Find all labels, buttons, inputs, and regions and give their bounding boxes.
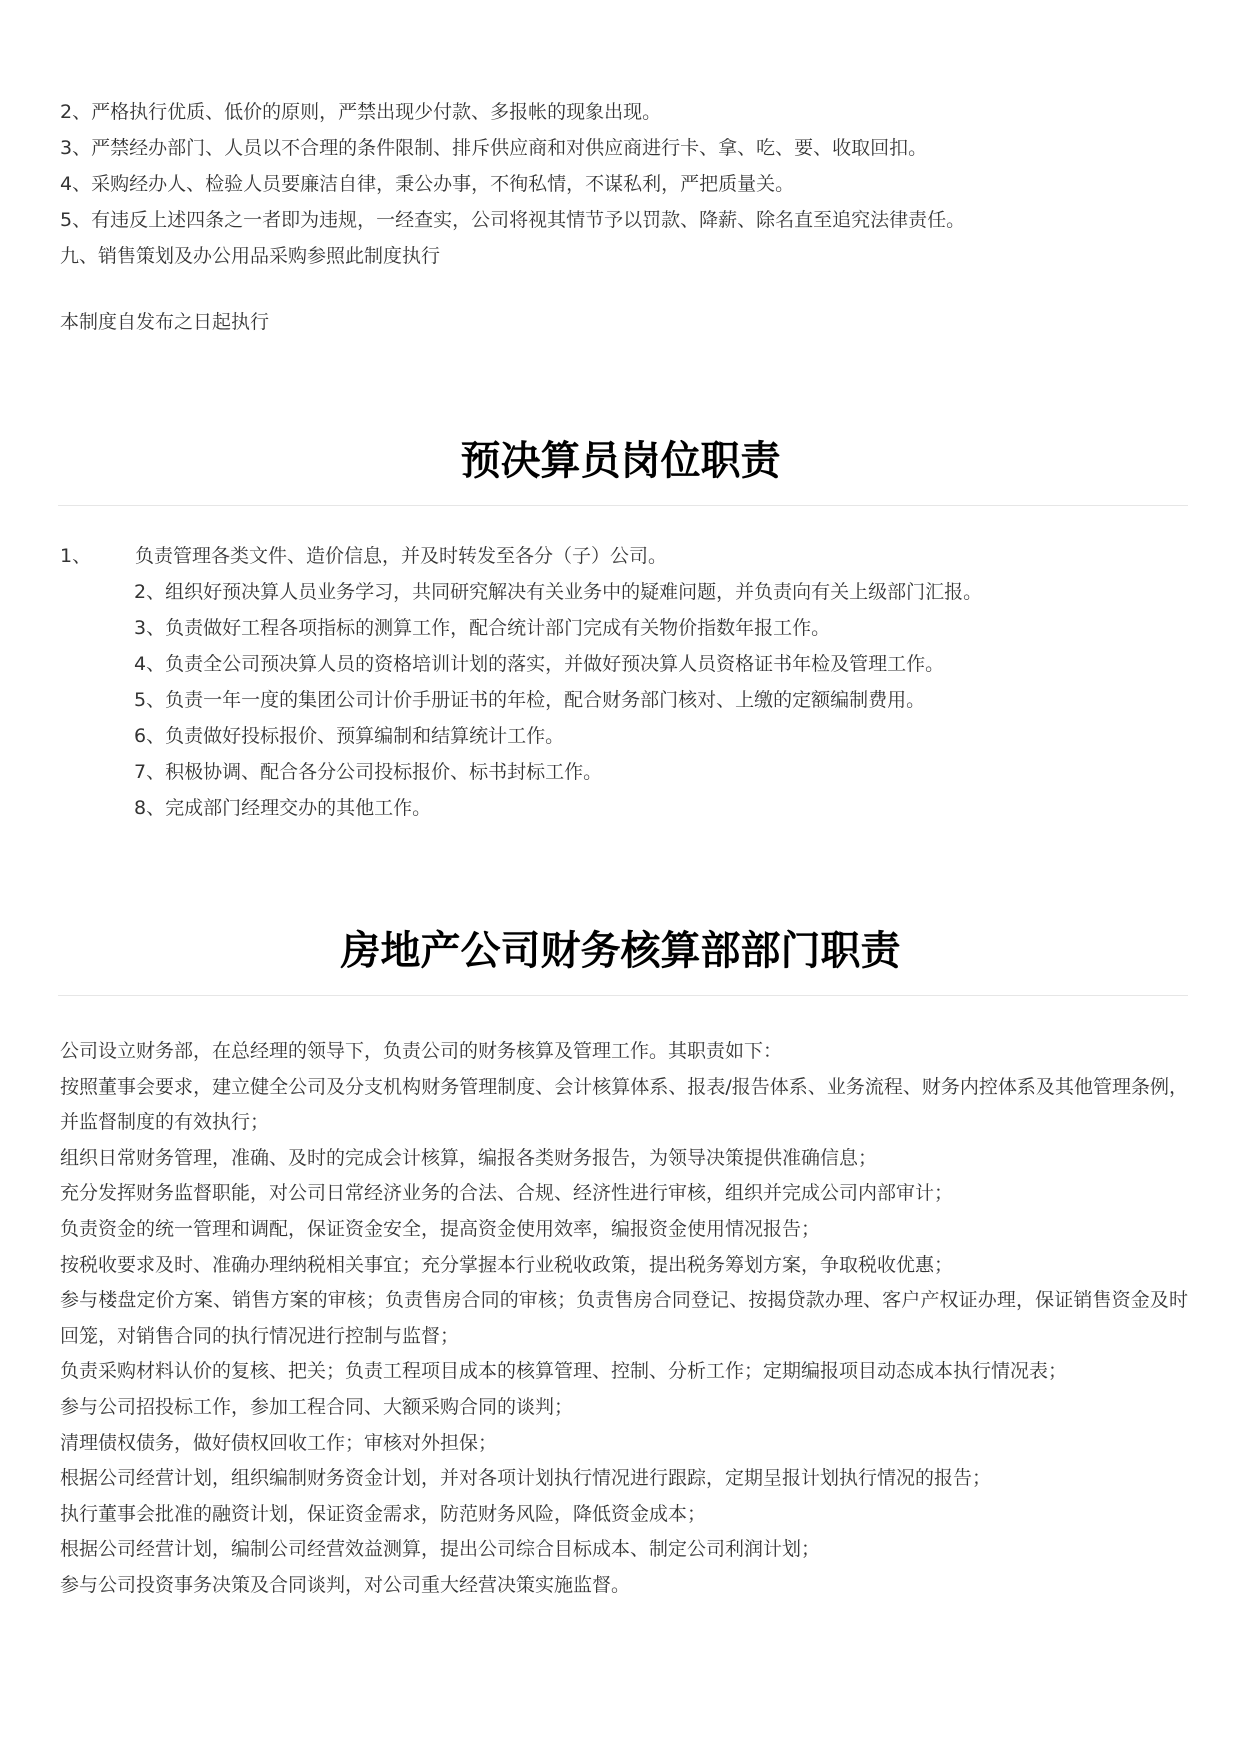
duty-item: 4、负责全公司预决算人员的资格培训计划的落实，并做好预决算人员资格证书年检及管理工作。 xyxy=(134,653,945,675)
finance-paragraph: 负责资金的统一管理和调配，保证资金安全，提高资金使用效率，编报资金使用情况报告； xyxy=(60,1217,821,1240)
duty-item: 6、负责做好投标报价、预算编制和结算统计工作。 xyxy=(134,725,565,747)
duty-number: 1、 xyxy=(60,545,92,567)
rule-line: 3、严禁经办部门、人员以不合理的条件限制、排斥供应商和对供应商进行卡、拿、吃、要、收取回扣。 xyxy=(60,137,928,159)
duty-item: 5、负责一年一度的集团公司计价手册证书的年检，配合财务部门核对、上缴的定额编制费用。 xyxy=(134,689,926,711)
duty-item: 8、完成部门经理交办的其他工作。 xyxy=(134,797,432,819)
finance-paragraph: 清理债权债务，做好债权回收工作；审核对外担保； xyxy=(60,1431,498,1454)
rule-line: 九、销售策划及办公用品采购参照此制度执行 xyxy=(60,245,441,267)
procurement-rules xyxy=(60,94,1190,274)
finance-paragraph: 根据公司经营计划，组织编制财务资金计划，并对各项计划执行情况进行跟踪，定期呈报计划执行情况的报告； xyxy=(60,1467,992,1490)
finance-paragraph: 参与公司招投标工作，参加工程合同、大额采购合同的谈判； xyxy=(60,1395,574,1418)
rule-line: 4、采购经办人、检验人员要廉洁自律，秉公办事，不徇私情，不谋私利，严把质量关。 xyxy=(60,173,795,195)
budget-section-title: 预决算员岗位职责 xyxy=(460,437,781,484)
finance-paragraph: 按照董事会要求，建立健全公司及分支机构财务管理制度、会计核算体系、报表/报告体系、业务流程、财务内控体系及其他管理条例，并监督制度的有效执行； xyxy=(60,1075,1188,1134)
duty-item: 7、积极协调、配合各分公司投标报价、标书封标工作。 xyxy=(134,761,603,783)
duty-item: 2、组织好预决算人员业务学习，共同研究解决有关业务中的疑难问题，并负责向有关上级部门汇报。 xyxy=(134,581,983,603)
finance-paragraph: 执行董事会批准的融资计划，保证资金需求，防范财务风险，降低资金成本； xyxy=(60,1502,707,1525)
section-divider xyxy=(58,505,1188,506)
budget-duties-list xyxy=(0,538,1241,826)
duty-text: 负责管理各类文件、造价信息，并及时转发至各分（子）公司。 xyxy=(135,545,668,567)
finance-paragraph: 参与楼盘定价方案、销售方案的审核；负责售房合同的审核；负责售房合同登记、按揭贷款办理、客户产权证办理，保证销售资金及时回笼，对销售合同的执行情况进行控制与监督； xyxy=(60,1289,1188,1347)
finance-paragraph: 充分发挥财务监督职能，对公司日常经济业务的合法、合规、经济性进行审核，组织并完成公司内部审计； xyxy=(60,1182,954,1205)
finance-paragraph: 负责采购材料认价的复核、把关；负责工程项目成本的核算管理、控制、分析工作；定期编报项目动态成本执行情况表； xyxy=(60,1360,1068,1383)
section-divider xyxy=(58,995,1188,996)
finance-paragraph: 根据公司经营计划，编制公司经营效益测算，提出公司综合目标成本、制定公司利润计划； xyxy=(60,1538,821,1561)
finance-paragraph: 参与公司投资事务决策及合同谈判，对公司重大经营决策实施监督。 xyxy=(60,1573,631,1596)
effective-note: 本制度自发布之日起执行 xyxy=(60,311,270,333)
duty-item: 3、负责做好工程各项指标的测算工作，配合统计部门完成有关物价指数年报工作。 xyxy=(134,617,831,639)
finance-paragraph: 公司设立财务部，在总经理的领导下，负责公司的财务核算及管理工作。其职责如下： xyxy=(60,1040,783,1062)
finance-section-title: 房地产公司财务核算部部门职责 xyxy=(340,927,901,974)
finance-duties xyxy=(60,1034,1188,1604)
finance-paragraph: 组织日常财务管理，准确、及时的完成会计核算，编报各类财务报告，为领导决策提供准确信息； xyxy=(60,1146,878,1169)
rule-line: 5、有违反上述四条之一者即为违规，一经查实，公司将视其情节予以罚款、降薪、除名直至追究法律责任。 xyxy=(60,209,966,231)
finance-paragraph: 按税收要求及时、准确办理纳税相关事宜；充分掌握本行业税收政策，提出税务筹划方案，争取税收优惠； xyxy=(60,1253,954,1276)
duty-item xyxy=(0,538,1241,574)
rule-line: 2、严格执行优质、低价的原则，严禁出现少付款、多报帐的现象出现。 xyxy=(60,101,662,123)
